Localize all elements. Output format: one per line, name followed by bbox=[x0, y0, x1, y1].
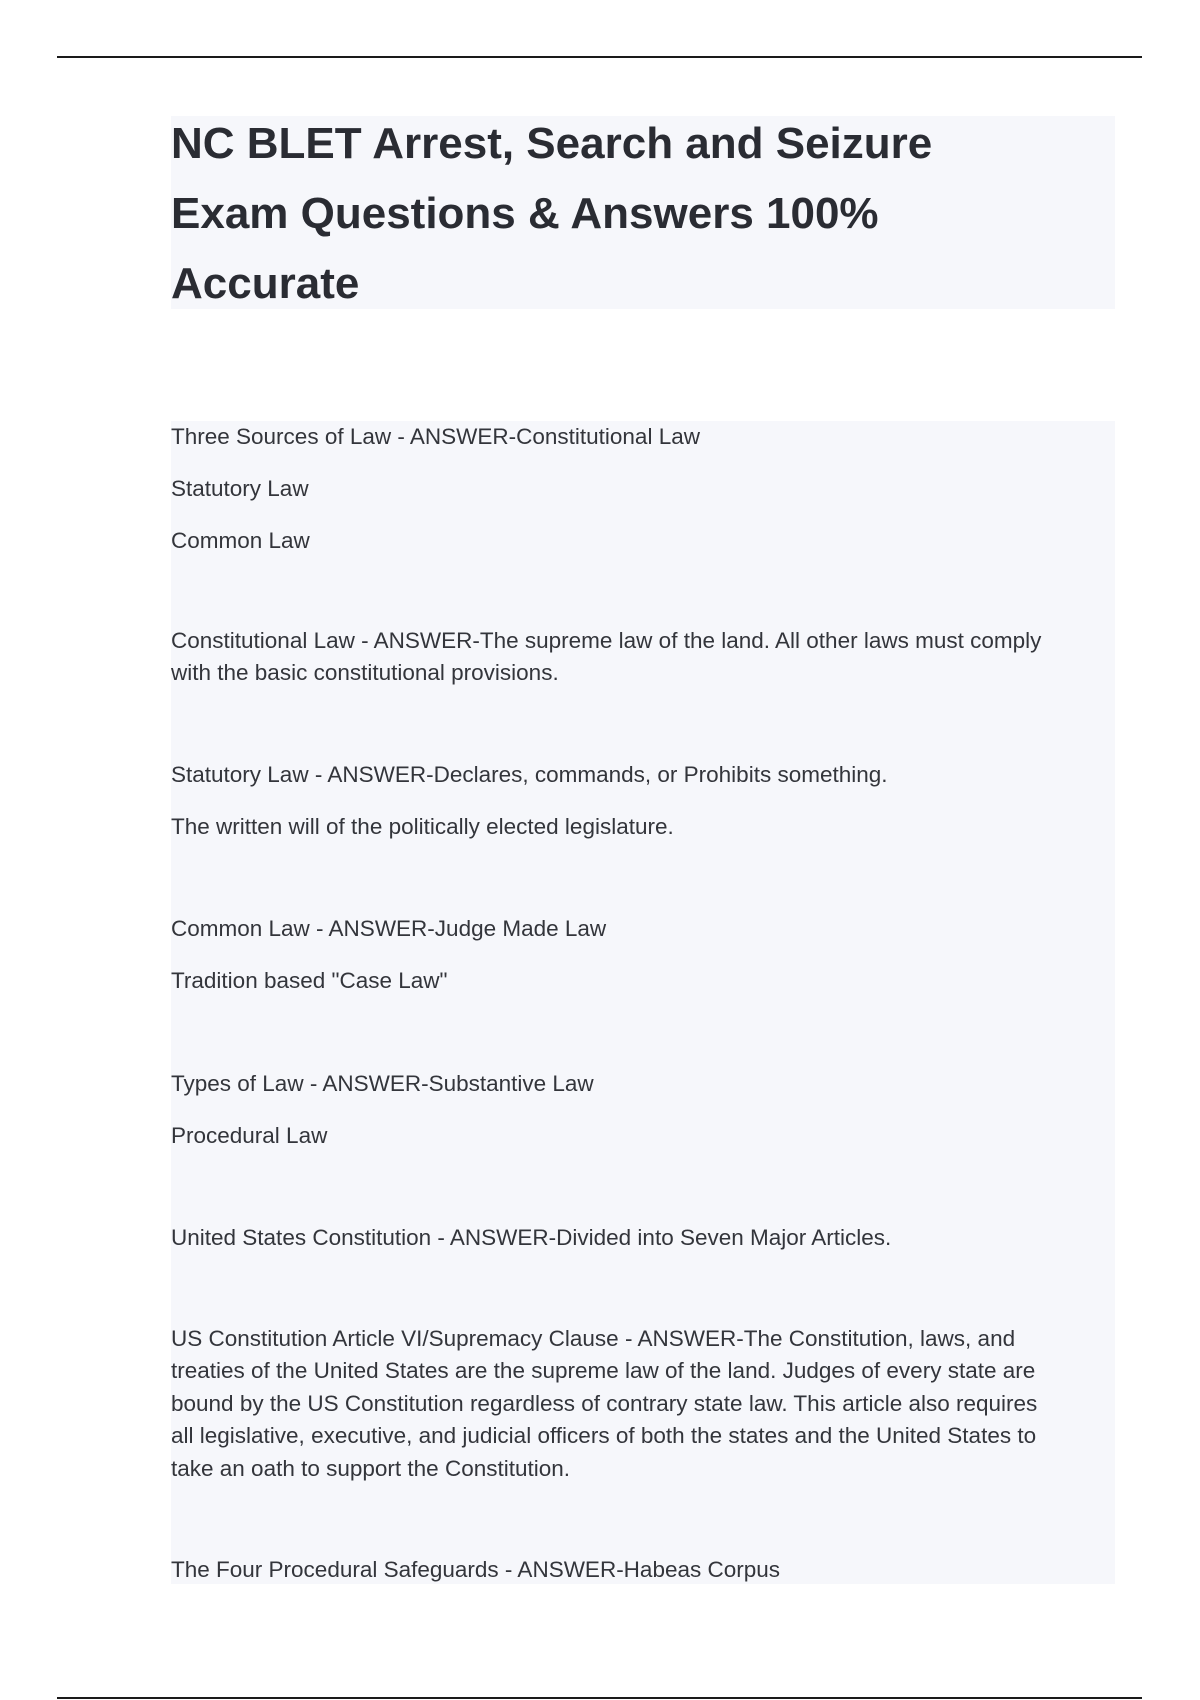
qa-entry-line: treaties of the United States are the supreme law of the land. Judges of every state are bbox=[171, 1358, 1036, 1383]
qa-entry-line: Tradition based "Case Law" bbox=[171, 968, 448, 993]
qa-entry-line: Common Law bbox=[171, 528, 310, 553]
qa-entry-question: Three Sources of Law - ANSWER-Constitutional Law bbox=[171, 424, 700, 449]
qa-entry-line: take an oath to support the Constitution. bbox=[171, 1456, 571, 1481]
title-line: NC BLET Arrest, Search and Seizure bbox=[171, 119, 933, 168]
qa-entry-question: Common Law - ANSWER-Judge Made Law bbox=[171, 916, 607, 941]
qa-entry-question: United States Constitution - ANSWER-Divided into Seven Major Articles. bbox=[171, 1225, 892, 1250]
qa-entry-question: Statutory Law - ANSWER-Declares, commands, or Prohibits something. bbox=[171, 762, 888, 787]
qa-entry-line: bound by the US Constitution regardless of contrary state law. This article also requires bbox=[171, 1391, 1038, 1416]
qa-entry-line: Statutory Law bbox=[171, 476, 309, 501]
title-line: Exam Questions & Answers 100% bbox=[171, 189, 879, 238]
qa-content bbox=[171, 421, 1115, 1584]
title-line: Accurate bbox=[171, 259, 360, 308]
qa-entry-question: Constitutional Law - ANSWER-The supreme law of the land. All other laws must comply bbox=[171, 628, 1042, 653]
qa-entry-question: US Constitution Article VI/Supremacy Clause - ANSWER-The Constitution, laws, and bbox=[171, 1326, 1016, 1351]
bottom-rule bbox=[57, 1697, 1142, 1699]
qa-entry-line: The written will of the politically elected legislature. bbox=[171, 814, 674, 839]
qa-entry-line: all legislative, executive, and judicial officers of both the states and the United States to bbox=[171, 1423, 1037, 1448]
qa-entry-question: The Four Procedural Safeguards - ANSWER-Habeas Corpus bbox=[171, 1557, 781, 1582]
top-rule bbox=[57, 56, 1142, 58]
qa-entry-line: Procedural Law bbox=[171, 1123, 328, 1148]
qa-entry-question: Types of Law - ANSWER-Substantive Law bbox=[171, 1071, 594, 1096]
qa-entry-line: with the basic constitutional provisions. bbox=[171, 660, 559, 685]
document-title bbox=[171, 116, 1115, 309]
